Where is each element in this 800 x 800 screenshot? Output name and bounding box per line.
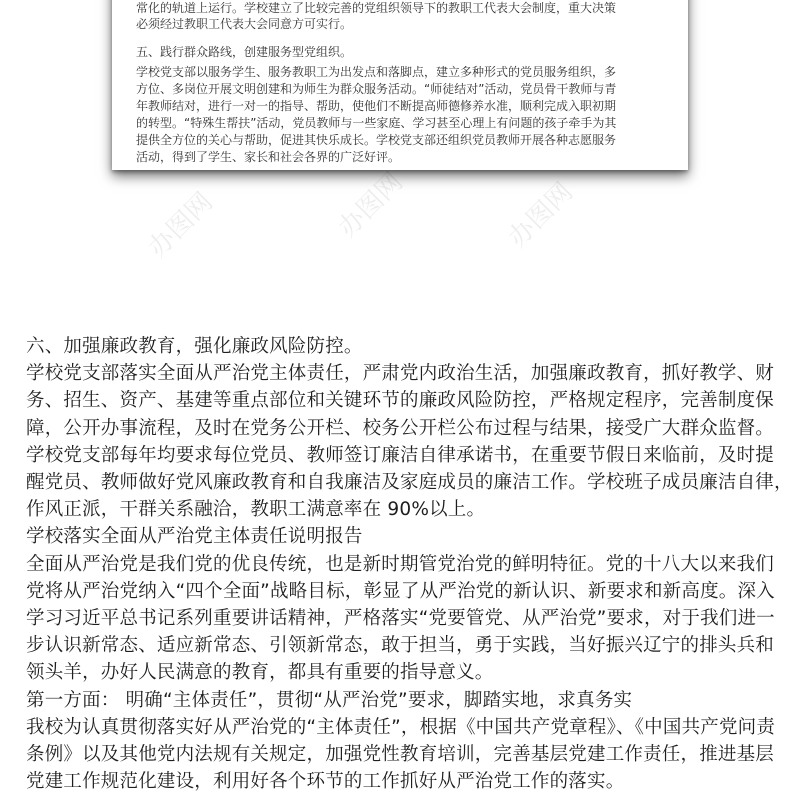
paragraph-line: 党将从严治党纳入“四个全面”战略目标，彰显了从严治党的新认识、新要求和新高度。深入 [26, 580, 775, 602]
paragraph-line: 作风正派，干群关系融洽，教职工满意率在 90%以上。 [26, 499, 486, 521]
preview-line: 必须经过教职工代表大会同意方可实行。 [136, 17, 353, 31]
watermark: 办图网 [332, 167, 409, 244]
preview-line: 常化的轨道上运行。学校建立了比较完善的党组织领导下的教职工代表大会制度，重大决策 [136, 1, 617, 15]
preview-line: 年教师结对，进行一对一的指导、帮助，使他们不断提高师德修养水准，顺利完成入职初期 [136, 99, 617, 113]
section-heading: 第一方面： 明确“主体责任”，贯彻“从严治党”要求，脚踏实地，求真务实 [26, 689, 633, 711]
paragraph-line: 我校为认真贯彻落实好从严治党的“主体责任”，根据《中国共产党章程》、《中国共产党问责 [26, 716, 776, 738]
preview-line: 活动，得到了学生、家长和社会各界的广泛好评。 [136, 150, 401, 164]
paragraph-line: 醒党员、教师做好党风廉政教育和自我廉洁及家庭成员的廉洁工作。学校班子成员廉洁自律， [26, 472, 793, 494]
watermark: 办图网 [502, 177, 579, 254]
paragraph-line: 党建工作规范化建设，利用好各个环节的工作抓好从严治党工作的落实。 [26, 771, 625, 793]
document-body [26, 333, 793, 795]
preview-line: 的转型。“特殊生帮扶”活动，党员教师与一些家庭、学习甚至心理上有问题的孩子牵手为其 [136, 116, 617, 130]
paragraph-line: 领头羊，办好人民满意的教育，都具有重要的指导意义。 [26, 662, 494, 684]
paragraph-line: 步认识新常态、适应新常态、引领新常态，敢于担当，勇于实践，当好振兴辽宁的排头兵和 [26, 635, 775, 657]
preview-line: 学校党支部以服务学生、服务教职工为出发点和落脚点，建立多种形式的党员服务组织，多 [136, 65, 617, 79]
preview-section-heading: 五、践行群众路线，创建服务型党组织。 [136, 45, 353, 59]
paragraph-line: 学校党支部每年均要求每位党员、教师签订廉洁自律承诺书，在重要节假日来临前，及时提 [26, 444, 775, 466]
watermark: 办图网 [142, 187, 219, 264]
paragraph-line: 全面从严治党是我们党的优良传统，也是新时期管党治党的鲜明特征。党的十八大以来我们 [26, 553, 775, 575]
report-title: 学校落实全面从严治党主体责任说明报告 [26, 526, 363, 548]
section-heading: 六、加强廉政教育，强化廉政风险防控。 [26, 336, 363, 357]
paragraph-line: 务、招生、资产、基建等重点部位和关键环节的廉政风险防控，严格规定程序，完善制度保 [26, 390, 775, 412]
preview-line: 方位、多岗位开展文明创建和为师生为群众服务活动。“师徒结对”活动，党员骨干教师与青 [136, 82, 617, 96]
paragraph-line: 障，公开办事流程，及时在党务公开栏、校务公开栏公布过程与结果，接受广大群众监督。 [26, 417, 775, 439]
paragraph-line: 条例》以及其他党内法规有关规定，加强党性教育培训，完善基层党建工作责任，推进基层 [26, 744, 775, 766]
preview-line: 提供全方位的关心与帮助，促进其快乐成长。学校党支部还组织党员教师开展各种志愿服务 [136, 133, 617, 147]
paragraph-line: 学习习近平总书记系列重要讲话精神，严格落实“党要管党、从严治党”要求，对于我们进一 [26, 608, 775, 630]
document-preview-card [112, 0, 688, 170]
paragraph-line: 学校党支部落实全面从严治党主体责任，严肃党内政治生活，加强廉政教育，抓好教学、财 [26, 363, 775, 385]
